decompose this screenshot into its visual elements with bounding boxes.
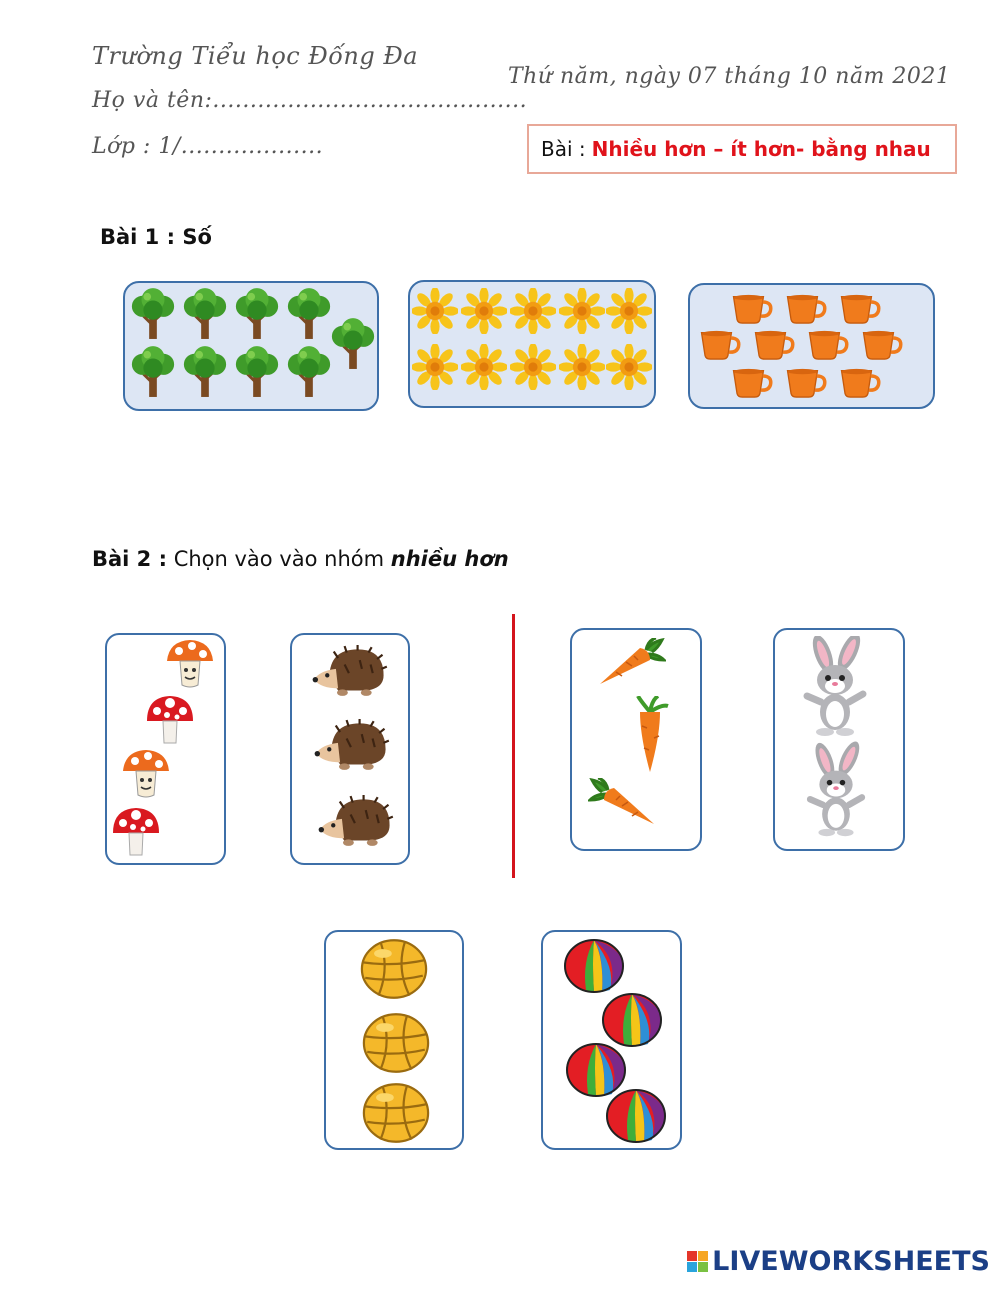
hedgehog-icon [313, 645, 387, 696]
hedgehog-icon [319, 795, 393, 846]
liveworksheets-logo [687, 1246, 990, 1277]
tree-icon [184, 288, 226, 339]
school-name: Trường Tiểu học Đống Đa [92, 42, 419, 70]
cup-icon [756, 331, 793, 359]
liveworksheets-brand: LIVEWORKSHEETS [712, 1246, 990, 1277]
rabbit-icon [807, 630, 865, 736]
flower-icon [411, 287, 459, 335]
flower-icon [460, 287, 508, 335]
cup-group-panel [688, 283, 935, 409]
mushroom-icon [167, 640, 213, 687]
tree-group [125, 283, 377, 409]
hedgehog-group-card[interactable] [290, 633, 410, 865]
beach-ball-group-card[interactable] [541, 930, 682, 1150]
cup-icon [734, 295, 771, 323]
liveworksheets-mark-icon [687, 1251, 708, 1272]
flower-icon [509, 287, 557, 335]
flower-icon [605, 343, 653, 391]
volleyball-icon [364, 1014, 428, 1072]
tree-icon [236, 288, 278, 339]
cup-icon [734, 369, 771, 397]
tree-icon [236, 346, 278, 397]
beach-ball-icon [603, 994, 661, 1046]
exercise-2-title [92, 547, 509, 571]
cup-icon [864, 331, 901, 359]
cup-icon [810, 331, 847, 359]
tree-icon [132, 288, 174, 339]
exercise-2-emphasis: nhiều hơn [390, 547, 509, 571]
cup-group [690, 285, 933, 407]
exercise-1-title [100, 225, 212, 249]
beach-ball-group [543, 932, 680, 1148]
flower-icon [509, 343, 557, 391]
flower-icon [460, 343, 508, 391]
carrot-icon [600, 638, 664, 684]
cup-icon [842, 369, 879, 397]
cup-icon [842, 295, 879, 323]
mushroom-icon [123, 750, 169, 797]
exercise-2-label: Bài 2 : [92, 547, 168, 571]
mushroom-icon [147, 696, 193, 743]
flower-icon [558, 287, 606, 335]
date-line: Thứ năm, ngày 07 tháng 10 năm 2021 [508, 64, 951, 89]
volleyball-group [326, 932, 462, 1148]
volleyball-icon [364, 1084, 428, 1142]
flower-icon [605, 287, 653, 335]
lesson-title: Nhiều hơn – ít hơn- bằng nhau [591, 137, 931, 161]
carrot-group [572, 630, 700, 849]
beach-ball-icon [565, 940, 623, 992]
flower-group-panel [408, 280, 656, 408]
tree-icon [332, 318, 374, 369]
hedgehog-icon [315, 719, 389, 770]
mushroom-icon [113, 808, 159, 855]
class-line[interactable]: Lớp : 1/................... [92, 134, 324, 159]
section-divider [512, 614, 515, 878]
mushroom-group-card[interactable] [105, 633, 226, 865]
carrot-icon [590, 778, 654, 824]
carrot-icon [638, 696, 668, 772]
flower-group [410, 282, 654, 406]
beach-ball-icon [607, 1090, 665, 1142]
rabbit-group [775, 630, 903, 849]
tree-icon [132, 346, 174, 397]
tree-icon [184, 346, 226, 397]
rabbit-group-card[interactable] [773, 628, 905, 851]
beach-ball-icon [567, 1044, 625, 1096]
exercise-2-instruction: Chọn vào vào nhóm [173, 547, 385, 571]
volleyball-group-card[interactable] [324, 930, 464, 1150]
flower-icon [558, 343, 606, 391]
flower-icon [411, 343, 459, 391]
cup-icon [788, 295, 825, 323]
tree-icon [288, 288, 330, 339]
student-name-line[interactable]: Họ và tên:.......................................... [92, 88, 528, 113]
tree-group-panel [123, 281, 379, 411]
exercise-1-label: Bài 1 : Số [100, 225, 212, 249]
lesson-title-box [527, 124, 957, 174]
cup-icon [788, 369, 825, 397]
tree-icon [288, 346, 330, 397]
rabbit-icon [810, 739, 863, 837]
hedgehog-group [292, 635, 408, 863]
volleyball-icon [362, 940, 426, 998]
lesson-prefix: Bài : [541, 137, 586, 161]
mushroom-group [107, 635, 224, 863]
carrot-group-card[interactable] [570, 628, 702, 851]
cup-icon [702, 331, 739, 359]
